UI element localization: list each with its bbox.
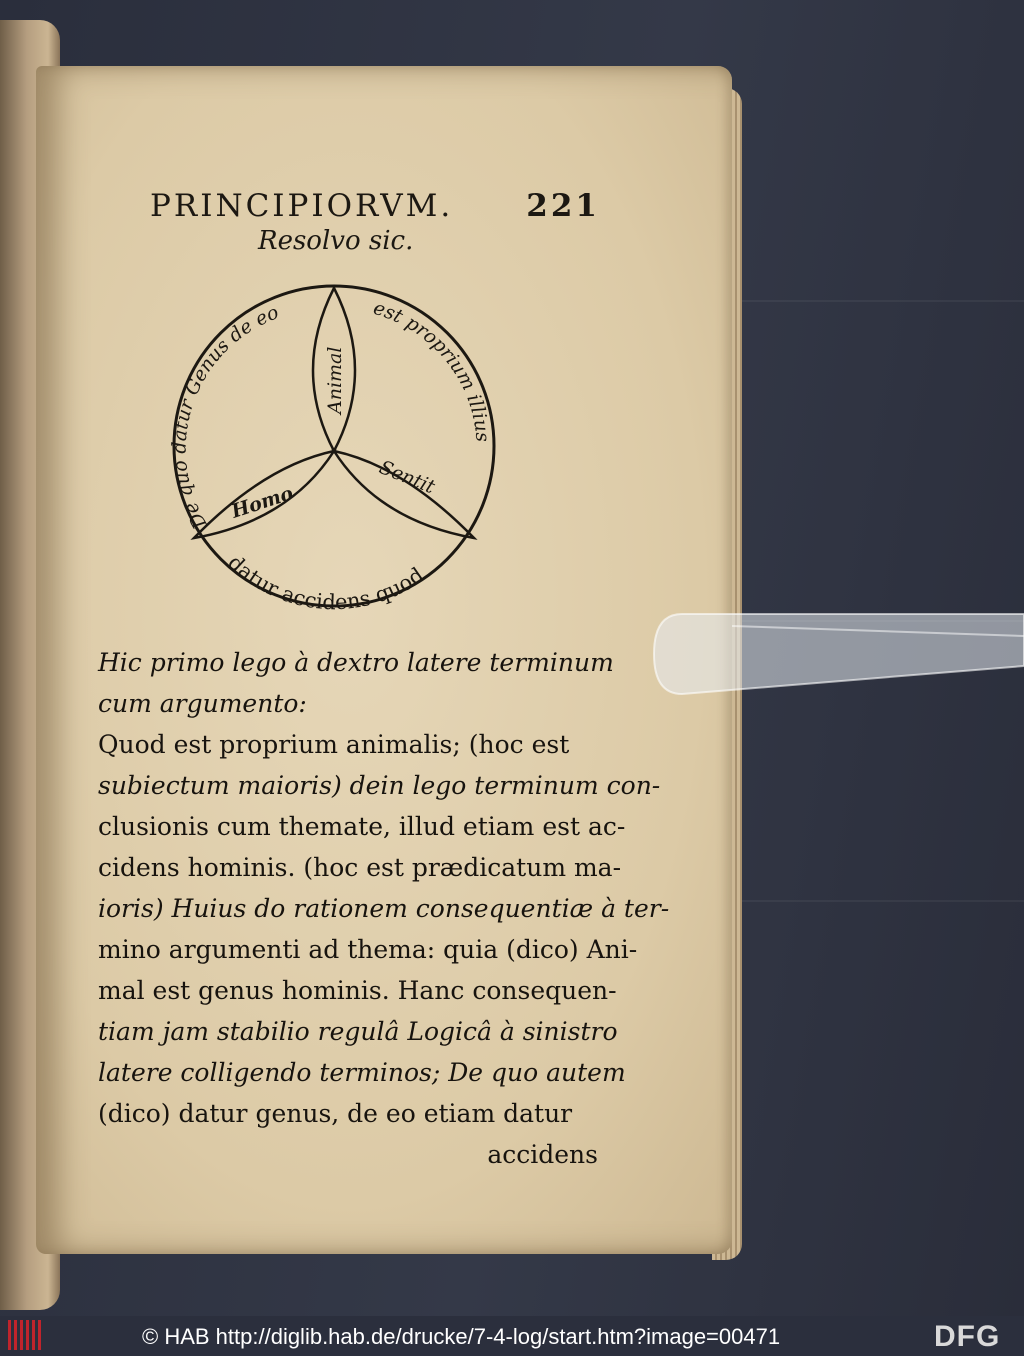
body-text <box>98 642 670 1175</box>
text-line: latere colligendo terminos; De quo autem <box>98 1058 626 1087</box>
text-line: tiam jam stabilio regulâ Logicâ à sinistro <box>98 1017 618 1046</box>
catchword: accidens <box>487 1140 598 1169</box>
section-subtitle: Resolvo sic. <box>258 226 414 256</box>
text-line: clusionis cum themate, illud etiam est ac- <box>98 812 626 841</box>
text-line: Quod est proprium animalis; (hoc est <box>98 730 570 759</box>
running-title: PRINCIPIORVM. <box>150 188 454 224</box>
text-line: mal est genus hominis. Hanc consequen- <box>98 976 617 1005</box>
label-homo: Homo <box>228 482 296 523</box>
label-sentit: Sentit <box>376 456 439 499</box>
page-number: 221 <box>526 188 600 224</box>
text-line: cidens hominis. (hoc est prædicatum ma- <box>98 853 622 882</box>
syllogism-diagram <box>164 276 504 616</box>
text-line: Hic primo lego à dextro latere terminum <box>98 648 614 677</box>
dfg-logo: DFG <box>934 1320 1001 1353</box>
text-line: cum argumento: <box>98 689 307 718</box>
text-line: mino argumenti ad thema: quia (dico) Ani- <box>98 935 638 964</box>
text-line: ioris) Huius do rationem consequentiæ à ter- <box>98 894 670 923</box>
label-animal: Animal <box>324 346 346 414</box>
ring-label-left: De quo datur Genus de eo <box>168 301 282 533</box>
hab-logo-icon <box>8 1320 42 1350</box>
text-line: subiectum maioris) dein lego terminum con- <box>98 771 661 800</box>
copyright-credit[interactable]: © HAB http://diglib.hab.de/drucke/7-4-log/start.htm?image=00471 <box>142 1324 781 1349</box>
text-line: (dico) datur genus, de eo etiam datur <box>98 1099 573 1128</box>
ring-label-bottom: datur accidens quod <box>223 550 429 615</box>
page-holder-clip <box>652 606 1024 702</box>
ring-label-right: est proprium illius <box>370 296 494 443</box>
